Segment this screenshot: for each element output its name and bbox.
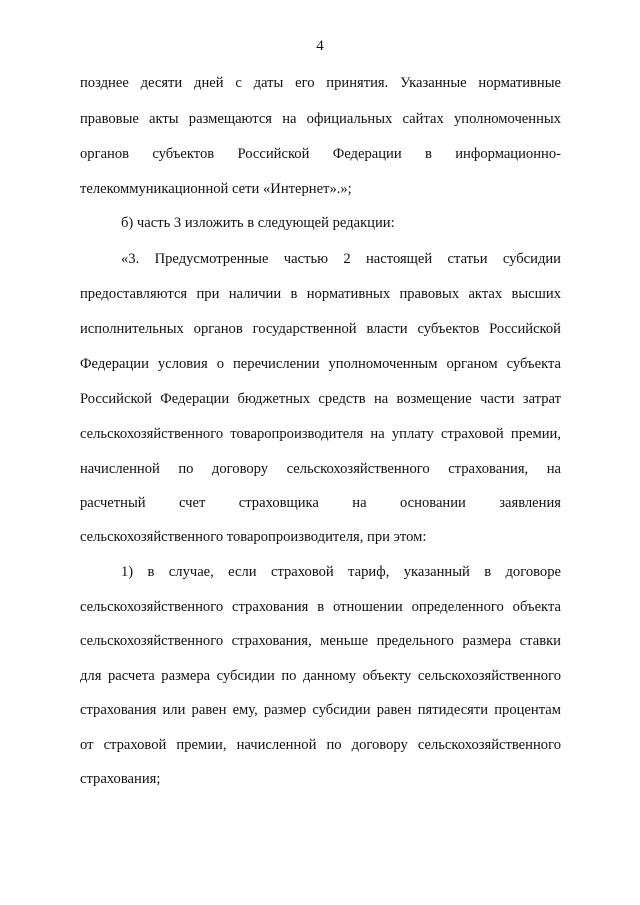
text-line: расчетный счет страховщика на основании заявления <box>80 495 561 511</box>
text-line: «3. Предусмотренные частью 2 настоящей статьи субсидии <box>121 251 561 267</box>
text-line: предоставляются при наличии в нормативных правовых актах высших <box>80 286 561 302</box>
text-line: от страховой премии, начисленной по договору сельскохозяйственного <box>80 737 561 753</box>
text-line: 1) в случае, если страховой тариф, указанный в договоре <box>121 564 561 580</box>
text-line: правовые акты размещаются на официальных сайтах уполномоченных <box>80 111 561 127</box>
text-line: сельскохозяйственного товаропроизводителя на уплату страховой премии, <box>80 426 561 442</box>
page-number: 4 <box>316 38 324 54</box>
text-line: Федерации условия о перечислении уполномоченным органом субъекта <box>80 356 561 372</box>
text-line: сельскохозяйственного товаропроизводителя, при этом: <box>80 529 427 545</box>
text-line: сельскохозяйственного страхования в отношении определенного объекта <box>80 599 561 615</box>
text-line: для расчета размера субсидии по данному объекту сельскохозяйственного <box>80 668 561 684</box>
text-line: исполнительных органов государственной власти субъектов Российской <box>80 321 561 337</box>
text-line: б) часть 3 изложить в следующей редакции: <box>121 215 395 231</box>
text-line: позднее десяти дней с даты его принятия. Указанные нормативные <box>80 75 561 91</box>
text-line: начисленной по договору сельскохозяйственного страхования, на <box>80 461 561 477</box>
text-line: телекоммуникационной сети «Интернет».»; <box>80 181 352 197</box>
text-line: органов субъектов Российской Федерации в информационно- <box>80 146 561 162</box>
text-line: сельскохозяйственного страхования, меньше предельного размера ставки <box>80 633 561 649</box>
text-line: страхования; <box>80 771 161 787</box>
text-line: Российской Федерации бюджетных средств на возмещение части затрат <box>80 391 561 407</box>
text-line: страхования или равен ему, размер субсидии равен пятидесяти процентам <box>80 702 561 718</box>
